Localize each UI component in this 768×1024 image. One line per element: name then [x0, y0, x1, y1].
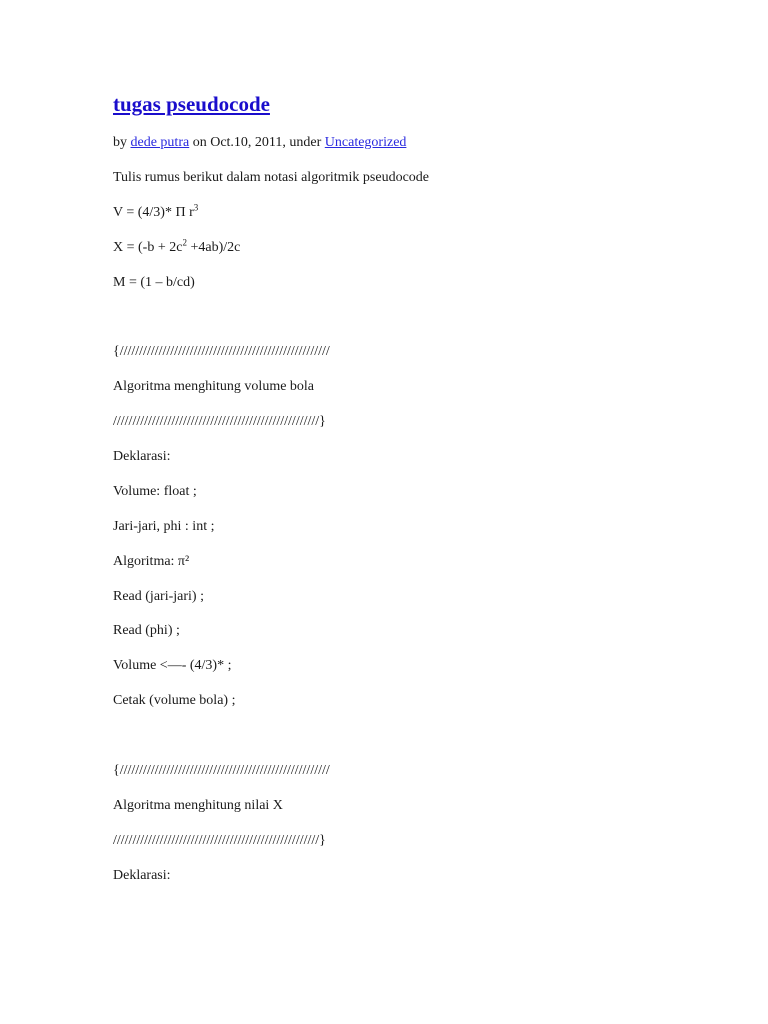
category-link[interactable]: Uncategorized [324, 135, 407, 150]
section1-line-jari: Jari-jari, phi : int ; [113, 519, 215, 534]
section1-heading: Algoritma menghitung volume bola [113, 379, 315, 394]
section1-comment-close: /////////////////////////////////////////////////////} [113, 414, 326, 429]
formula-v-text: V = (4/3)* Π r [113, 205, 194, 220]
section1-line-algoritma: Algoritma: π² [113, 554, 190, 569]
section1-line-read-jari: Read (jari-jari) ; [113, 589, 204, 604]
formula-x [113, 238, 240, 258]
section2-line-deklarasi: Deklarasi: [113, 868, 171, 883]
section1-comment-open: {////////////////////////////////////////////////////// [113, 344, 330, 359]
formula-m: M = (1 – b/cd) [113, 275, 195, 290]
intro-text: Tulis rumus berikut dalam notasi algoritmik pseudocode [113, 170, 430, 185]
formula-x-text: X = (-b + 2c [113, 240, 183, 255]
author-link[interactable]: dede putra [130, 135, 190, 150]
section1-line-volume: Volume: float ; [113, 484, 197, 499]
formula-v [113, 203, 198, 223]
section2-heading: Algoritma menghitung nilai X [113, 798, 283, 813]
formula-v-exponent: 3 [193, 202, 199, 213]
post-meta [113, 133, 406, 153]
meta-date-text: on Oct.10, 2011, under [192, 135, 322, 150]
section2-comment-close: /////////////////////////////////////////////////////} [113, 833, 326, 848]
formula-x-exponent: 2 [182, 237, 187, 248]
section1-line-read-phi: Read (phi) ; [113, 623, 180, 638]
formula-x-rest: +4ab)/2c [186, 240, 241, 255]
section1-line-assign: Volume <—- (4/3)* ; [113, 658, 232, 673]
post-title-link[interactable]: tugas pseudocode [113, 92, 270, 116]
meta-by-text: by [113, 135, 127, 150]
section2-comment-open: {////////////////////////////////////////////////////// [113, 763, 330, 778]
section1-line-deklarasi: Deklarasi: [113, 449, 171, 464]
section1-line-cetak: Cetak (volume bola) ; [113, 693, 236, 708]
